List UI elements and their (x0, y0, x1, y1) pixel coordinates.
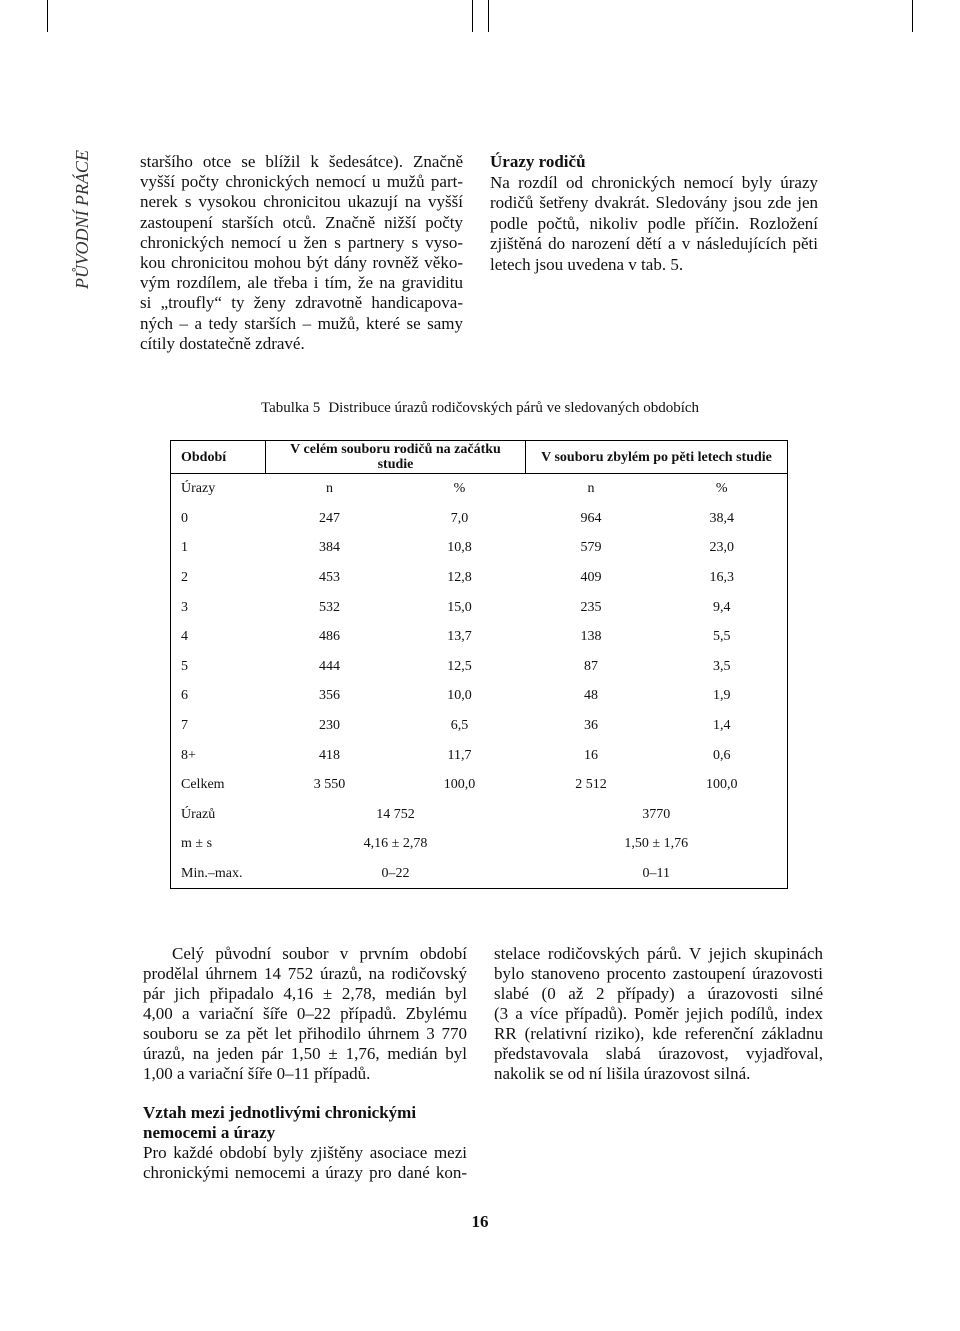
column-label: % (453, 481, 466, 497)
crop-mark-center-right (488, 0, 489, 32)
top-right-section (490, 152, 818, 276)
table-cell: 2 512 (575, 777, 607, 793)
text-line: podle počtů, nikoliv podle příčin. Rozložení (490, 213, 818, 233)
row-label: Min.–max. (181, 865, 243, 881)
text-line: Pro každé období byly zjištěny asociace mezi (143, 1143, 467, 1162)
running-header: PŮVODNÍ PRÁCE (72, 150, 92, 290)
table-cell: 384 (319, 540, 340, 556)
table-cell: 100,0 (706, 777, 738, 793)
bottom-left-section (143, 1103, 467, 1183)
text-line: chronických nemocí u žen s partnery s vyso- (140, 232, 463, 252)
row-label: 5 (181, 658, 188, 674)
text-line: staršího otce se blížil k šedesátce). Značně (140, 152, 463, 171)
table-cell: 247 (319, 510, 340, 526)
header-group-remaining: V souboru zbylém po pěti letech studie (526, 441, 788, 474)
table-cell: 36 (584, 717, 598, 733)
text-line: 1,00 a variační šíře 0–11 případů. (143, 1064, 371, 1083)
bottom-right-paragraph (494, 944, 823, 1084)
table-cell: 48 (584, 688, 598, 704)
table-row (171, 622, 788, 652)
table-cell: 1,50 ± 1,76 (624, 836, 689, 852)
table-caption (0, 399, 960, 417)
crop-mark-left (47, 0, 48, 32)
row-label: 2 (181, 569, 188, 585)
text-line: RR (relativní riziko), kde referenční základnu (494, 1024, 823, 1043)
table-title: Distribuce úrazů rodičovských párů ve sledovaných obdobích (328, 400, 700, 416)
table-cell: 6,5 (450, 717, 469, 733)
text-line: zastoupení starších otců. Značně nižší počty (140, 212, 463, 232)
text-line: úrazů, na jeden pár 1,50 ± 1,76, medián byl (143, 1044, 467, 1063)
row-label: 1 (181, 540, 188, 556)
text-line: vyšší počty chronických nemocí u mužů part- (140, 172, 463, 192)
row-label: 6 (181, 688, 188, 704)
table-cell: 444 (319, 658, 340, 674)
table-cell: 9,4 (713, 599, 731, 615)
text-line: chronickými nemocemi a úrazy pro dané kon- (143, 1163, 467, 1182)
table-cell: 0–22 (381, 865, 410, 881)
table-cell: 16,3 (709, 569, 734, 585)
table-cell: 7,0 (450, 510, 469, 526)
table-cell: 409 (580, 569, 602, 585)
row-label: m ± s (181, 836, 213, 852)
text-line: bylo stanoveno procento zastoupení úrazovosti (494, 964, 823, 983)
table-row (171, 504, 788, 534)
table-summary-row (171, 799, 788, 829)
table-cell: 12,8 (447, 569, 472, 585)
table-cell: 15,0 (447, 599, 472, 615)
text-line: rodičů šetřeny dvakrát. Sledovány jsou zde jen (490, 193, 818, 213)
table-row (171, 592, 788, 622)
table-cell: 3,5 (713, 658, 731, 674)
text-line: letech jsou uvedena v tab. 5. (490, 254, 684, 274)
text-line: nakolik se od ní lišila úrazovost silná. (494, 1064, 751, 1083)
column-label: n (326, 481, 333, 497)
table-cell: 3770 (642, 806, 671, 822)
text-line: ných – a tedy starších – mužů, které se samy (140, 313, 463, 333)
table-row (171, 533, 788, 563)
row-label: 7 (181, 717, 188, 733)
table-row (171, 711, 788, 741)
table-cell: 230 (319, 717, 340, 733)
table-row (171, 740, 788, 770)
table-cell: 14 752 (376, 806, 415, 822)
crop-mark-right (912, 0, 913, 32)
bottom-left-paragraph (143, 944, 467, 1084)
column-label: Úrazy (181, 481, 216, 497)
table-row-total (171, 770, 788, 800)
table-cell: 16 (584, 747, 598, 763)
column-label: % (715, 481, 728, 497)
section-heading: Vztah mezi jednotlivými chronickými nemocemi a úrazy (143, 1103, 417, 1142)
row-label: 4 (181, 629, 188, 645)
row-label: Úrazů (181, 806, 216, 822)
table-row (171, 563, 788, 593)
table-row (171, 681, 788, 711)
table-column-labels (171, 474, 788, 504)
table-cell: 138 (580, 629, 602, 645)
table-summary-row (171, 859, 788, 889)
text-line: Celý původní soubor v prvním období (172, 944, 467, 963)
text-line: 4,00 a variační šíře 0–22 případů. Zbylému (143, 1004, 467, 1023)
text-line: si „troufly“ ty ženy zdravotně handicapova- (140, 293, 463, 313)
row-label: 0 (181, 510, 188, 526)
table-cell: 4,16 ± 2,78 (363, 836, 428, 852)
table-cell: 453 (319, 569, 340, 585)
text-line: prodělal úhrnem 14 752 úrazů, na rodičovský (143, 964, 467, 983)
table-label: Tabulka 5 (260, 400, 321, 416)
table-cell: 1,9 (713, 688, 731, 704)
table-cell: 5,5 (713, 629, 731, 645)
table-row (171, 651, 788, 681)
table-cell: 23,0 (709, 540, 734, 556)
table-cell: 11,7 (447, 747, 472, 763)
table-cell: 579 (580, 540, 602, 556)
text-line: (3 a více případů). Poměr jejich podílů, index (494, 1004, 823, 1023)
injury-distribution-table (170, 440, 788, 889)
table-summary-row (171, 829, 788, 859)
table-cell: 486 (319, 629, 340, 645)
table-cell: 10,0 (447, 688, 472, 704)
table-cell: 10,8 (447, 540, 472, 556)
text-line: vým rozdílem, ale třeba i tím, že na graviditu (140, 273, 463, 293)
table-cell: 532 (319, 599, 340, 615)
table-cell: 0–11 (642, 865, 670, 881)
top-left-paragraph (140, 152, 463, 354)
text-line: představovala slabá úrazovost, vyjadřoval, (494, 1044, 823, 1063)
table-cell: 418 (319, 747, 340, 763)
row-label: Celkem (181, 777, 225, 793)
text-line: nerek s vysokou chronicitou ukazují na vyšší (140, 192, 463, 212)
table-cell: 0,6 (713, 747, 731, 763)
table-cell: 3 550 (313, 777, 346, 793)
table-cell: 235 (580, 599, 602, 615)
text-line: pár jich připadalo 4,16 ± 2,78, medián byl (143, 984, 467, 1003)
table-cell: 38,4 (709, 510, 734, 526)
table-cell: 964 (580, 510, 602, 526)
header-group-start-label: V celém souboru rodičů na začátku studie (290, 442, 501, 472)
text-line: slabé (0 až 2 případy) a úrazovosti silné (494, 984, 823, 1003)
text-line: souboru se za pět let přihodilo úhrnem 3 770 (143, 1024, 467, 1043)
table-cell: 87 (584, 658, 598, 674)
table-cell: 13,7 (447, 629, 472, 645)
crop-mark-center-left (472, 0, 473, 32)
row-label: 8+ (181, 747, 196, 763)
text-line: zjištěná do narození dětí a v následujících pěti (490, 234, 818, 254)
table-header-row (171, 441, 788, 474)
text-line: cítily dostatečně zdravé. (140, 333, 305, 353)
table-cell: 356 (319, 688, 340, 704)
section-heading: Úrazy rodičů (490, 152, 586, 171)
row-label: 3 (181, 599, 188, 615)
header-group-start (266, 441, 526, 474)
page-number: 16 (471, 1212, 489, 1231)
text-line: Na rozdíl od chronických nemocí byly úrazy (490, 172, 818, 192)
column-label: n (587, 481, 595, 497)
table-cell: 12,5 (447, 658, 472, 674)
header-period: Období (171, 441, 266, 474)
table-cell: 1,4 (713, 717, 731, 733)
text-line: stelace rodičovských párů. V jejich skupinách (494, 944, 823, 963)
table-cell: 100,0 (443, 777, 476, 793)
text-line: kou chronicitou mohou být dány rovněž věko- (140, 252, 463, 272)
